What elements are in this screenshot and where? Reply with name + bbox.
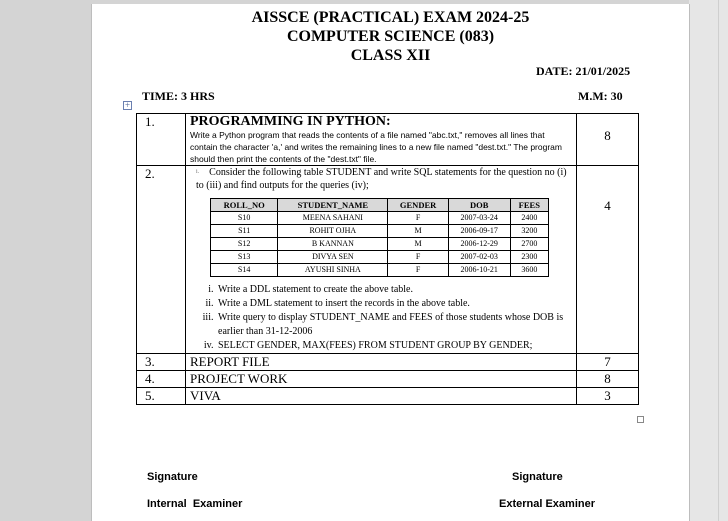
- cell-gender: F: [388, 264, 448, 277]
- question-body: [186, 114, 577, 166]
- sub-question: i. Write a DDL statement to create the above table.: [216, 283, 576, 297]
- question-number: 2.: [137, 166, 186, 354]
- external-examiner-label: External Examiner: [499, 498, 595, 510]
- external-signature-label: Signature: [512, 471, 563, 483]
- exam-title: AISSCE (PRACTICAL) EXAM 2024-25: [251, 9, 530, 26]
- question-title: PROGRAMMING IN PYTHON:: [190, 114, 391, 129]
- question-body: [186, 166, 577, 354]
- table-row: [211, 212, 549, 225]
- question-row-1: [137, 114, 639, 166]
- question-intro: [186, 166, 576, 192]
- cell-gender: F: [388, 251, 448, 264]
- question-number: 5.: [137, 388, 186, 405]
- cell-roll-no: S13: [211, 251, 278, 264]
- question-row-4: [137, 371, 639, 388]
- cell-roll-no: S11: [211, 225, 278, 238]
- table-row: [211, 264, 549, 277]
- cell-student-name: MEENA SAHANI: [278, 212, 388, 225]
- cell-student-name: ROHIT OJHA: [278, 225, 388, 238]
- column-header-dob: DOB: [448, 199, 510, 212]
- max-marks: M.M: 30: [578, 89, 623, 103]
- cell-student-name: B KANNAN: [278, 238, 388, 251]
- question-row-3: [137, 354, 639, 371]
- cell-dob: 2006-10-21: [448, 264, 510, 277]
- table-row: [211, 225, 549, 238]
- cell-roll-no: S12: [211, 238, 278, 251]
- column-header-fees: FEES: [510, 199, 548, 212]
- question-number: 1.: [137, 114, 186, 166]
- sub-question: iii. Write query to display STUDENT_NAME and FEES of those students whose DOB is earlier than 31-12-2006: [216, 311, 576, 339]
- internal-signature-label: Signature: [147, 471, 198, 483]
- student-table: [210, 198, 549, 277]
- question-marks: 7: [577, 354, 639, 371]
- sub-question: iv. SELECT GENDER, MAX(FEES) FROM STUDENT GROUP BY GENDER;: [216, 339, 576, 353]
- cell-gender: M: [388, 225, 448, 238]
- question-text: Write a Python program that reads the contents of a file named "abc.txt," removes all lines that contain the character 'a,' and writes the remaining lines to a new file named "dest.txt." The program should then print the contents of the "dest.txt" file.: [190, 130, 562, 164]
- cell-gender: M: [388, 238, 448, 251]
- cell-fees: 2300: [510, 251, 548, 264]
- question-marks: 8: [577, 114, 639, 166]
- cell-fees: 2700: [510, 238, 548, 251]
- question-marks: 3: [577, 388, 639, 405]
- cell-gender: F: [388, 212, 448, 225]
- cell-roll-no: S14: [211, 264, 278, 277]
- column-header-roll-no: ROLL_NO: [211, 199, 278, 212]
- table-resize-handle[interactable]: [637, 416, 644, 423]
- question-marks: 8: [577, 371, 639, 388]
- cell-dob: 2007-02-03: [448, 251, 510, 264]
- cell-student-name: AYUSHI SINHA: [278, 264, 388, 277]
- column-header-student-name: STUDENT_NAME: [278, 199, 388, 212]
- exam-date: DATE: 21/01/2025: [536, 64, 631, 78]
- scroll-guide: [718, 0, 719, 521]
- question-intro-text: Consider the following table STUDENT and write SQL statements for the question no (i) to (iii) and find outputs for the queries (iv);: [196, 167, 567, 191]
- table-row: [211, 238, 549, 251]
- sub-question: ii. Write a DML statement to insert the records in the above table.: [216, 297, 576, 311]
- cell-fees: 3600: [510, 264, 548, 277]
- exam-time: TIME: 3 HRS: [142, 89, 215, 103]
- table-row: [211, 251, 549, 264]
- question-marks: 4: [577, 166, 639, 354]
- internal-examiner-label: Internal Examiner: [147, 498, 243, 510]
- subject-title: COMPUTER SCIENCE (083): [286, 28, 495, 45]
- cell-dob: 2006-09-17: [448, 225, 510, 238]
- cell-student-name: DIVYA SEN: [278, 251, 388, 264]
- table-move-handle-icon[interactable]: +: [124, 100, 131, 110]
- question-row-2: [137, 166, 639, 354]
- cell-dob: 2006-12-29: [448, 238, 510, 251]
- question-title: PROJECT WORK: [186, 371, 577, 388]
- list-marker: i.: [196, 169, 200, 175]
- cell-fees: 2400: [510, 212, 548, 225]
- right-margin: [689, 0, 728, 521]
- question-row-5: [137, 388, 639, 405]
- cell-fees: 3200: [510, 225, 548, 238]
- sub-questions-list: [186, 283, 576, 353]
- question-title: REPORT FILE: [186, 354, 577, 371]
- question-number: 3.: [137, 354, 186, 371]
- question-title: VIVA: [186, 388, 577, 405]
- cell-dob: 2007-03-24: [448, 212, 510, 225]
- cell-roll-no: S10: [211, 212, 278, 225]
- questions-table: [136, 113, 639, 405]
- question-number: 4.: [137, 371, 186, 388]
- class-title: CLASS XII: [350, 47, 431, 64]
- column-header-gender: GENDER: [388, 199, 448, 212]
